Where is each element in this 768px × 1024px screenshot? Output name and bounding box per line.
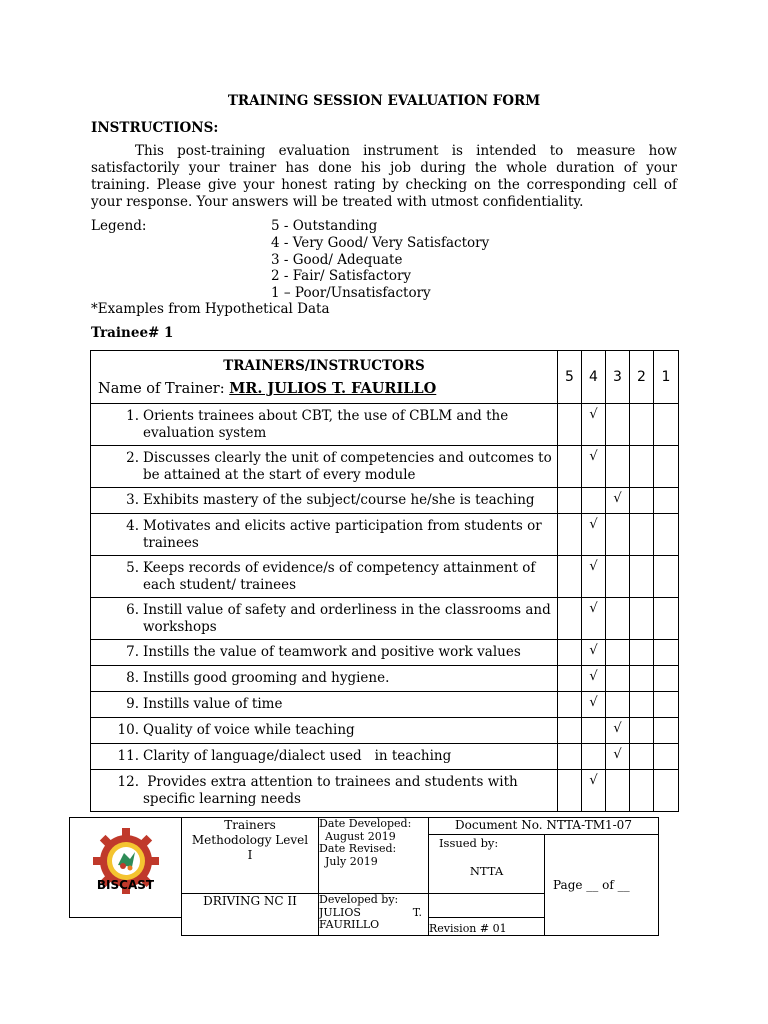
criterion-cell [91,718,558,744]
check-mark-icon: √ [589,695,598,710]
criterion-cell [91,488,558,514]
rating-cell-3[interactable] [606,718,630,744]
rating-cell-3[interactable] [606,640,630,666]
trainer-name: MR. JULIOS T. FAURILLO [229,380,437,397]
rating-cell-1[interactable] [654,666,679,692]
check-mark-icon: √ [589,601,598,616]
legend-item: 4 - Very Good/ Very Satisfactory [271,234,490,251]
criterion-number: 12. [117,773,139,790]
rating-cell-4[interactable] [582,556,606,598]
trainee-label: Trainee# 1 [91,325,174,341]
document-footer [69,817,659,936]
criterion-cell [91,446,558,488]
legend-list [271,218,489,302]
check-mark-icon: √ [589,669,598,684]
rating-cell-2[interactable] [630,744,654,770]
criterion-cell [91,744,558,770]
table-row [91,556,679,598]
issued-by-cell [429,835,545,894]
rating-cell-4[interactable] [582,514,606,556]
rating-cell-1[interactable] [654,488,679,514]
rating-cell-1[interactable] [654,692,679,718]
criterion-text: Orients trainees about CBT, the use of CBLM and the evaluation system [143,407,513,441]
table-row [91,488,679,514]
criterion-cell [91,514,558,556]
criterion-number: 11. [117,748,139,764]
rating-cell-2[interactable] [630,640,654,666]
scale-5: 5 [558,351,582,404]
rating-cell-5[interactable] [558,446,582,488]
criterion-cell [91,404,558,446]
evaluation-table [90,350,679,812]
rating-cell-5[interactable] [558,666,582,692]
date-revised: July 2019 [325,854,378,868]
check-mark-icon: √ [613,747,622,762]
check-mark-icon: √ [589,517,598,532]
criterion-text: Motivates and elicits active participation from students or trainees [143,517,546,551]
table-row [91,744,679,770]
instructions-text: This post-training evaluation instrument is intended to measure how satisfactorily your trainer has done his job during the whole duration of your training. Please give your honest rating by checking on the corresponding cell of your response. Your answers will be treated with utmost confidentiality. [91,143,677,210]
form-title: TRAINING SESSION EVALUATION FORM [227,93,541,109]
rating-cell-3[interactable] [606,488,630,514]
rating-cell-1[interactable] [654,598,679,640]
course-line: Trainers [224,818,276,832]
rating-cell-4[interactable] [582,488,606,514]
table-row [91,446,679,488]
rating-cell-5[interactable] [558,598,582,640]
criterion-number: 1. [126,407,139,424]
check-mark-icon: √ [613,491,622,506]
course-line: Methodology Level [191,833,309,847]
rating-cell-2[interactable] [630,770,654,812]
date-developed-label: Date Developed: [319,817,412,830]
criterion-text: Instill value of safety and orderliness in the classrooms and workshops [143,601,556,635]
instructions-heading: INSTRUCTIONS: [91,120,219,136]
rating-cell-3[interactable] [606,744,630,770]
table-row [91,692,679,718]
rating-cell-5[interactable] [558,744,582,770]
date-revised-label: Date Revised: [319,842,397,855]
criterion-number: 8. [126,670,139,686]
rating-cell-2[interactable] [630,718,654,744]
rating-cell-1[interactable] [654,514,679,556]
table-row [91,666,679,692]
rating-cell-1[interactable] [654,446,679,488]
table-row [91,404,679,446]
rating-cell-3[interactable] [606,446,630,488]
criterion-text: Provides extra attention to trainees and students with specific learning needs [143,773,522,807]
table-row [91,598,679,640]
page-number: Page __ of __ [545,835,659,936]
table-header-cell [91,351,558,404]
legend-label: Legend: [91,218,147,234]
rating-cell-1[interactable] [654,770,679,812]
criterion-cell [91,770,558,812]
rating-cell-3[interactable] [606,404,630,446]
table-row [91,640,679,666]
check-mark-icon: √ [589,643,598,658]
rating-cell-4[interactable] [582,718,606,744]
criterion-number: 5. [126,559,139,576]
rating-cell-3[interactable] [606,556,630,598]
criterion-cell [91,556,558,598]
table-row [91,718,679,744]
qualification: DRIVING NC II [182,894,319,936]
check-mark-icon: √ [589,449,598,464]
rating-cell-1[interactable] [654,718,679,744]
developer-last: FAURILLO [319,918,380,931]
scale-1: 1 [654,351,679,404]
criterion-text: Discusses clearly the unit of competencies and outcomes to be attained at the start of every module [143,449,557,483]
criterion-text: Instills value of time [143,696,283,712]
rating-cell-4[interactable] [582,770,606,812]
criterion-number: 9. [126,696,139,712]
school-name: BISCAST [96,878,155,892]
rating-cell-4[interactable] [582,744,606,770]
rating-cell-5[interactable] [558,692,582,718]
rating-cell-5[interactable] [558,770,582,812]
criterion-number: 6. [126,601,139,618]
rating-cell-2[interactable] [630,666,654,692]
developer-first: JULIOS [319,905,361,919]
rating-cell-1[interactable] [654,404,679,446]
rating-cell-4[interactable] [582,404,606,446]
rating-cell-3[interactable] [606,692,630,718]
criterion-text: Quality of voice while teaching [143,722,355,738]
legend-item: 5 - Outstanding [271,218,378,234]
revision-number: Revision # 01 [429,918,545,936]
criterion-cell [91,598,558,640]
check-mark-icon: √ [589,407,598,422]
course-cell [182,818,319,894]
trainer-label: Name of Trainer: [98,381,225,397]
check-mark-icon: √ [589,773,598,788]
table-row [91,770,679,812]
rating-cell-1[interactable] [654,640,679,666]
table-row [91,514,679,556]
legend-item: 3 - Good/ Adequate [271,251,403,268]
rating-cell-2[interactable] [630,404,654,446]
date-developed: August 2019 [325,829,396,843]
criterion-text: Clarity of language/dialect used in teaching [143,748,452,764]
trainer-name-line [91,380,557,397]
rating-cell-4[interactable] [582,692,606,718]
criterion-number: 10. [117,722,139,738]
rating-cell-3[interactable] [606,598,630,640]
scale-2: 2 [630,351,654,404]
developed-by-cell [319,894,429,936]
issued-by-label: Issued by: [439,836,499,850]
table-header-title: TRAINERS/INSTRUCTORS [223,358,425,374]
rating-cell-1[interactable] [654,556,679,598]
developed-by-label: Developed by: [319,893,399,906]
spacer-cell [429,894,545,918]
rating-cell-5[interactable] [558,488,582,514]
rating-cell-1[interactable] [654,744,679,770]
rating-cell-2[interactable] [630,598,654,640]
legend-item: 2 - Fair/ Satisfactory [271,268,412,285]
developer-middle: T. [412,905,422,919]
rating-cell-5[interactable] [558,556,582,598]
criterion-text: Exhibits mastery of the subject/course he/she is teaching [143,492,535,508]
rating-cell-5[interactable] [558,718,582,744]
rating-cell-2[interactable] [630,514,654,556]
course-line: I [247,848,253,862]
check-mark-icon: √ [589,559,598,574]
rating-cell-3[interactable] [606,666,630,692]
criterion-text: Instills the value of teamwork and positive work values [143,644,521,660]
criterion-number: 3. [126,492,139,508]
criterion-cell [91,692,558,718]
rating-cell-2[interactable] [630,692,654,718]
check-mark-icon: √ [613,721,622,736]
rating-cell-5[interactable] [558,514,582,556]
rating-cell-4[interactable] [582,666,606,692]
criterion-number: 7. [126,644,139,660]
scale-3: 3 [606,351,630,404]
scale-4: 4 [582,351,606,404]
criterion-text: Keeps records of evidence/s of competency attainment of each student/ trainees [143,559,540,593]
logo-spacer [70,918,182,936]
criterion-cell [91,666,558,692]
rating-cell-5[interactable] [558,404,582,446]
dates-cell [319,818,429,894]
rating-cell-5[interactable] [558,640,582,666]
rating-cell-2[interactable] [630,446,654,488]
rating-cell-3[interactable] [606,514,630,556]
logo-cell [70,818,182,918]
document-number: Document No. NTTA-TM1-07 [429,818,659,835]
rating-cell-2[interactable] [630,488,654,514]
criterion-cell [91,640,558,666]
rating-cell-2[interactable] [630,556,654,598]
examples-note: *Examples from Hypothetical Data [91,301,330,317]
legend-item: 1 – Poor/Unsatisfactory [271,285,431,302]
rating-cell-4[interactable] [582,446,606,488]
rating-cell-4[interactable] [582,640,606,666]
criterion-number: 2. [126,449,139,466]
criterion-number: 4. [126,517,139,534]
rating-cell-4[interactable] [582,598,606,640]
criterion-text: Instills good grooming and hygiene. [143,670,390,686]
issued-by: NTTA [469,864,504,878]
rating-cell-3[interactable] [606,770,630,812]
